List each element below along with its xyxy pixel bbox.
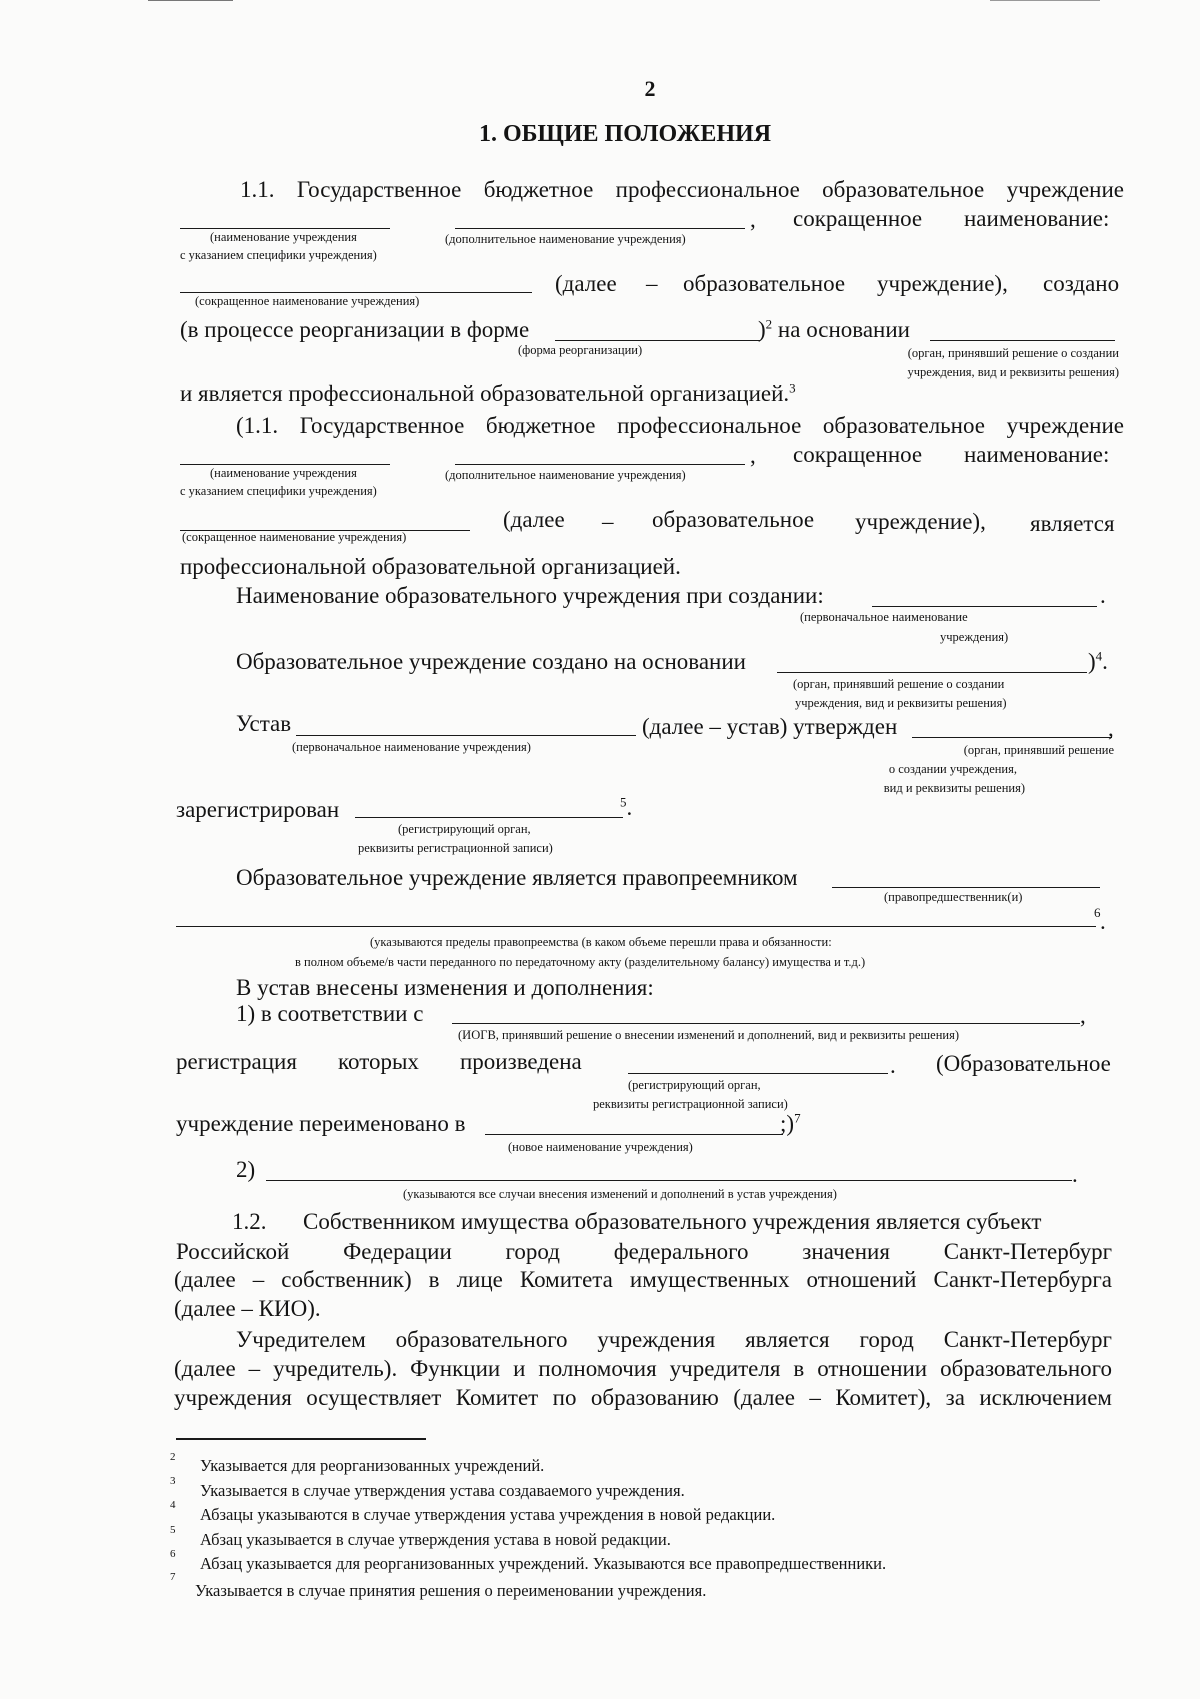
blank-succession-limits — [176, 926, 1096, 927]
amendment-item-1-label: 1) в соответствии с — [236, 1001, 424, 1026]
comma-alt: , — [750, 443, 756, 468]
footnote-separator — [176, 1438, 426, 1440]
word-which: которых — [338, 1049, 419, 1074]
comma: , — [1080, 1003, 1086, 1028]
word-short: сокращенное — [793, 206, 923, 231]
word: федерального — [613, 1239, 749, 1264]
caption-institution-name-alt-2: с указанием специфики учреждения) — [180, 484, 377, 498]
scan-edge-line — [148, 0, 233, 1]
paragraph-1-2-number: 1.2. — [232, 1209, 267, 1234]
blank-initial-name — [872, 606, 1097, 607]
caption-charter-name: (первоначальное наименование учреждения) — [292, 740, 531, 754]
founder-line2-wrap — [174, 1357, 1112, 1380]
blank-creation-basis — [777, 672, 1087, 673]
caption-creation-basis-1: (орган, принявший решение о создании — [793, 677, 1005, 691]
blank-institution-name — [180, 228, 390, 229]
amendments-header: В устав внесены изменения и дополнения: — [236, 975, 654, 1000]
footnote-text: Абзацы указываются в случае утверждения устава учреждения в новой редакции. — [200, 1505, 776, 1524]
caption-short-name-alt: (сокращенное наименование учреждения) — [182, 530, 407, 544]
caption-charter-organ-2: о создании учреждения, — [888, 762, 1017, 776]
word-name-alt: наименование: — [964, 442, 1110, 467]
word-further-alt: (далее — [503, 507, 565, 532]
is-professional-org — [180, 382, 796, 405]
period: . — [890, 1053, 896, 1078]
caption-succession-limits-1: (указываются пределы правопреемства (в каком объеме перешли права и обязанности: — [370, 935, 832, 949]
reorganization-close — [758, 318, 910, 341]
blank-registering-body — [355, 817, 623, 818]
is-professional-alt: профессиональной образовательной организацией. — [180, 554, 681, 579]
caption-registering-1: (регистрирующий орган, — [398, 822, 531, 836]
blank-additional-name — [455, 228, 745, 229]
founder-line1-wrap — [236, 1328, 1112, 1351]
word-institution: учреждение), — [877, 271, 1008, 296]
word-performed: произведена — [460, 1049, 582, 1074]
word: город — [505, 1239, 560, 1264]
blank-iogv-decision — [452, 1023, 1080, 1024]
blank-additional-name-alt — [455, 464, 745, 465]
basis-text: на основании — [772, 317, 910, 342]
successor-label: Образовательное учреждение является правопреемником — [236, 865, 798, 890]
comma: , — [750, 207, 756, 232]
renamed-end — [780, 1112, 801, 1135]
dash: – — [646, 271, 658, 296]
reorganization-text: (в процессе реорганизации в форме — [180, 317, 530, 342]
registered-end — [620, 796, 632, 819]
word-educational-paren: (Образовательное — [936, 1051, 1111, 1076]
footnote-ref-3[interactable]: 3 — [789, 380, 796, 396]
caption-new-name: (новое наименование учреждения) — [508, 1140, 693, 1154]
paragraph-1-1-alt-text: (1.1. Государственное бюджетное профессиональное образовательное учреждение — [236, 413, 1124, 438]
reorganization-label — [180, 318, 529, 341]
word-educational-alt: образовательное — [652, 507, 815, 532]
caption-initial-name-2: учреждения) — [940, 630, 1009, 644]
page-number: 2 — [644, 76, 656, 101]
renamed-label: учреждение переименовано в — [176, 1111, 466, 1136]
close-paren: ) — [758, 317, 766, 342]
created-basis-label: Образовательное учреждение создано на основании — [236, 649, 746, 674]
paragraph-1-2-line3-wrap — [174, 1268, 1112, 1291]
dash-alt: – — [602, 509, 614, 534]
period: . — [1100, 583, 1106, 608]
charter-approved-text: (далее – устав) утвержден — [642, 714, 898, 739]
blank-predecessor — [832, 887, 1100, 888]
amendment-item-2-label: 2) — [236, 1157, 256, 1182]
paragraph-1-2-line4: (далее – КИО). — [174, 1296, 321, 1321]
word-registration: регистрация — [176, 1049, 297, 1074]
paragraph-1-2-line3: (далее – собственник) в лице Комитета имущественных отношений Санкт-Петербурга — [174, 1267, 1112, 1292]
caption-amend-reg-2: реквизиты регистрационной записи) — [593, 1097, 788, 1111]
footnote-text: Абзац указывается в случае утверждения устава в новой редакции. — [200, 1530, 671, 1549]
caption-iogv: (ИОГВ, принявший решение о внесении изменений и дополнений, вид и реквизиты решения) — [458, 1028, 959, 1042]
blank-institution-name-alt — [180, 464, 390, 465]
word-is-alt: является — [1030, 511, 1115, 536]
caption-all-amendments: (указываются все случаи внесения изменений и дополнений в устав учреждения) — [403, 1187, 837, 1201]
close-paren: ) — [1088, 649, 1096, 674]
caption-reorg-form: (форма реорганизации) — [518, 343, 643, 357]
registered-label: зарегистрирован — [176, 797, 340, 822]
caption-institution-name-2: с указанием специфики учреждения) — [180, 248, 377, 262]
caption-succession-limits-2: в полном объеме/в части переданного по передаточному акту (разделительному балансу) имущества и т.д.) — [295, 955, 866, 969]
period: . — [1072, 1162, 1078, 1187]
blank-new-name — [485, 1134, 783, 1135]
word-created: создано — [1043, 271, 1120, 296]
caption-additional-name-alt: (дополнительное наименование учреждения) — [445, 468, 686, 482]
caption-institution-name-alt: (наименование учреждения — [210, 466, 357, 480]
word: Санкт-Петербург — [943, 1239, 1112, 1264]
word-short-alt: сокращенное — [793, 442, 923, 467]
footnote-ref-6[interactable]: 6 — [1094, 905, 1101, 920]
period: . — [1102, 649, 1108, 674]
blank-organ-decision — [930, 340, 1115, 341]
word: Федерации — [343, 1239, 452, 1264]
word-name: наименование: — [964, 206, 1110, 231]
name-at-creation-label: Наименование образовательного учреждения при создании: — [236, 583, 824, 608]
footnote-number: 3 — [170, 1475, 176, 1487]
paragraph-1-2-line1: Собственником имущества образовательного учреждения является субъект — [303, 1209, 1042, 1234]
footnote-text: Указывается в случае утверждения устава создаваемого учреждения. — [200, 1481, 685, 1500]
blank-all-amendments — [266, 1180, 1072, 1181]
section-title: 1. ОБЩИЕ ПОЛОЖЕНИЯ — [478, 121, 772, 147]
paragraph-1-2-line2 — [176, 1240, 1112, 1263]
footnote-text: Указывается в случае принятия решения о переименовании учреждения. — [195, 1581, 707, 1600]
word-educational: образовательное — [683, 271, 846, 296]
footnote-ref-7[interactable]: 7 — [794, 1110, 801, 1126]
footnote-number: 4 — [170, 1499, 176, 1511]
founder-line2: (далее – учредитель). Функции и полномочия учредителя в отношении образовательного — [174, 1356, 1112, 1381]
caption-charter-organ-3: вид и реквизиты решения) — [883, 781, 1025, 795]
word-further: (далее — [555, 271, 617, 296]
founder-line3: учреждения осуществляет Комитет по образованию (далее – Комитет), за исключением — [174, 1385, 1112, 1410]
footnote-ref-4[interactable]: 4 — [1095, 648, 1103, 664]
caption-short-name: (сокращенное наименование учреждения) — [195, 294, 420, 308]
founder-line3-wrap — [174, 1386, 1112, 1409]
blank-short-name — [180, 292, 532, 293]
word-institution-alt: учреждение), — [855, 509, 986, 534]
word: Российской — [176, 1239, 290, 1264]
founder-line1: Учредителем образовательного учреждения является город Санкт-Петербург — [236, 1327, 1112, 1352]
caption-organ-2: учреждения, вид и реквизиты решения) — [907, 365, 1119, 379]
paragraph-1-1-alt-line1 — [236, 414, 1124, 437]
blank-charter-organ — [912, 737, 1112, 738]
blank-amendment-registration — [628, 1073, 888, 1074]
caption-initial-name-1: (первоначальное наименование — [800, 610, 968, 624]
footnote-text: Указывается для реорганизованных учреждений. — [200, 1456, 545, 1475]
caption-organ-1: (орган, принявший решение о создании — [907, 346, 1119, 360]
footnote-text: Абзац указывается для реорганизованных учреждений. Указываются все правопредшественники. — [200, 1554, 887, 1573]
paragraph-1-1-line1 — [240, 178, 1124, 201]
caption-predecessor: (правопредшественник(и) — [884, 890, 1023, 904]
footnote-ref-5[interactable]: 5 — [620, 794, 627, 810]
footnote-number: 2 — [170, 1451, 176, 1463]
footnote-number: 7 — [170, 1571, 176, 1583]
period: . — [626, 795, 633, 820]
created-basis-end — [1088, 650, 1108, 673]
footnote-ref-2[interactable]: 2 — [765, 316, 773, 332]
footnote-number: 5 — [170, 1524, 176, 1536]
caption-additional-name: (дополнительное наименование учреждения) — [445, 232, 686, 246]
comma: , — [1108, 716, 1114, 741]
caption-amend-reg-1: (регистрирующий орган, — [628, 1078, 761, 1092]
scan-edge-line — [990, 0, 1100, 1]
caption-charter-organ-1: (орган, принявший решение — [963, 743, 1114, 757]
caption-creation-basis-2: учреждения, вид и реквизиты решения) — [795, 696, 1007, 710]
blank-charter-name — [296, 735, 636, 736]
footnote-number: 6 — [170, 1548, 176, 1560]
blank-reorganization-form — [555, 340, 760, 341]
semicolon-paren: ;) — [780, 1111, 795, 1136]
period: . — [1100, 909, 1106, 934]
charter-label: Устав — [236, 711, 292, 736]
caption-institution-name: (наименование учреждения — [210, 230, 357, 244]
paragraph-1-1-text: 1.1. Государственное бюджетное профессиональное образовательное учреждение — [240, 177, 1124, 202]
word: значения — [802, 1239, 890, 1264]
caption-registering-2: реквизиты регистрационной записи) — [358, 841, 553, 855]
is-professional-text: и является профессиональной образовательной организацией. — [180, 381, 790, 406]
